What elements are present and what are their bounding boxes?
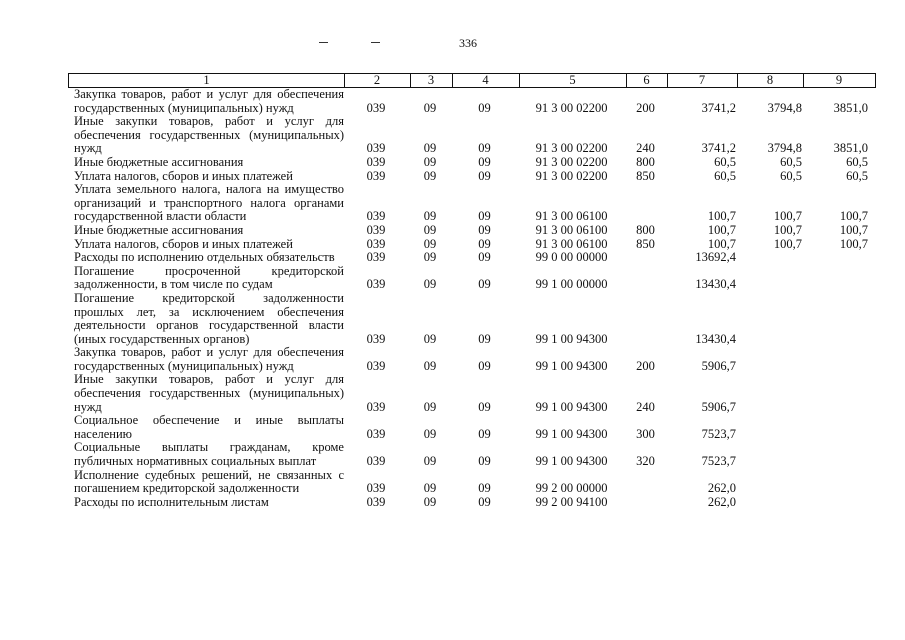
row-cell-c4: 09	[478, 236, 491, 251]
header-col-4: 4	[452, 74, 520, 87]
row-cell-c3: 09	[423, 494, 437, 509]
row-cell-c4: 09	[478, 209, 491, 224]
row-cell-c6: 300	[636, 426, 655, 441]
row-name: Погашение просроченной кредиторской задолженности, в том числе по судам	[74, 263, 344, 292]
row-cell-c3: 09	[423, 100, 437, 115]
row-cell-c5: 99 0 00 00000	[535, 250, 608, 265]
row-cell-c2: 039	[366, 399, 386, 414]
table-row	[68, 183, 876, 224]
row-cell-c4: 09	[478, 277, 491, 292]
row-cell-c2: 039	[366, 481, 386, 496]
table-row	[68, 88, 876, 115]
row-cell-c4: 09	[478, 141, 491, 156]
table-row	[68, 170, 876, 184]
page-number: 336	[459, 36, 477, 50]
row-cell-c4: 09	[478, 154, 491, 169]
row-cell-c6: 800	[636, 222, 655, 237]
row-name: Закупка товаров, работ и услуг для обеспечения государственных (муниципальных) нужд	[74, 87, 344, 115]
row-cell-c5: 91 3 00 06100	[535, 222, 608, 237]
row-name: Погашение кредиторской задолженности прошлых лет, за исключением обеспечения деятельности органов государственной власти (иных государственных органов)	[74, 290, 344, 346]
header-col-2: 2	[344, 74, 411, 87]
row-cell-c5: 91 3 00 06100	[535, 209, 608, 224]
row-cell-c8: 100,7	[773, 209, 802, 224]
row-cell-c7: 7523,7	[701, 426, 736, 441]
row-cell-c2: 039	[366, 141, 386, 156]
row-name: Уплата налогов, сборов и иных платежей	[74, 168, 293, 183]
row-cell-c6: 200	[636, 100, 655, 115]
row-cell-c7: 13430,4	[695, 331, 736, 346]
row-cell-c5: 99 1 00 94300	[535, 399, 608, 414]
row-cell-c6: 850	[636, 168, 655, 183]
row-cell-c7: 262,0	[707, 481, 736, 496]
row-cell-c4: 09	[478, 454, 491, 469]
row-cell-c4: 09	[478, 481, 491, 496]
row-cell-c8: 60,5	[780, 154, 802, 169]
row-cell-c3: 09	[423, 358, 437, 373]
header-col-5: 5	[519, 74, 627, 87]
row-cell-c9: 100,7	[839, 222, 868, 237]
row-cell-c5: 99 1 00 94300	[535, 454, 608, 469]
header-col-8: 8	[737, 74, 804, 87]
row-cell-c5: 91 3 00 02200	[535, 100, 608, 115]
row-cell-c2: 039	[366, 358, 386, 373]
table-row	[68, 115, 876, 156]
header-col-7: 7	[667, 74, 738, 87]
table-row	[68, 346, 876, 373]
header-col-9: 9	[835, 73, 843, 87]
row-cell-c4: 09	[478, 222, 491, 237]
row-cell-c5: 99 2 00 00000	[535, 481, 608, 496]
row-cell-c3: 09	[423, 168, 437, 183]
row-name: Иные закупки товаров, работ и услуг для обеспечения государственных (муниципальных) нужд	[74, 114, 344, 156]
row-cell-c7: 5906,7	[701, 358, 736, 373]
row-name: Иные бюджетные ассигнования	[74, 154, 244, 169]
row-name: Исполнение судебных решений, не связанных с погашением кредиторской задолженности	[74, 467, 344, 496]
row-cell-c7: 262,0	[707, 494, 736, 509]
row-cell-c5: 91 3 00 02200	[535, 154, 608, 169]
row-cell-c7: 100,7	[707, 236, 736, 251]
header-col-3: 3	[410, 74, 453, 87]
row-name: Социальное обеспечение и иные выплаты населению	[74, 413, 344, 441]
row-cell-c9: 3851,0	[833, 100, 868, 115]
row-cell-c7: 3741,2	[701, 100, 736, 115]
row-cell-c7: 5906,7	[701, 399, 736, 414]
table-row	[68, 373, 876, 414]
table-row	[68, 469, 876, 496]
row-cell-c6: 200	[636, 358, 655, 373]
row-cell-c3: 09	[423, 209, 437, 224]
table-body	[68, 88, 876, 509]
row-cell-c5: 99 1 00 94300	[535, 331, 608, 346]
row-cell-c3: 09	[423, 331, 437, 346]
row-cell-c2: 039	[366, 154, 386, 169]
row-name: Закупка товаров, работ и услуг для обеспечения государственных (муниципальных) нужд	[74, 345, 344, 373]
table-row	[68, 292, 876, 346]
row-name: Иные бюджетные ассигнования	[74, 222, 244, 237]
table-row	[68, 265, 876, 292]
row-cell-c7: 100,7	[707, 209, 736, 224]
row-cell-c2: 039	[366, 277, 386, 292]
scan-mark-dash	[371, 42, 380, 43]
header-col-1: 1	[69, 74, 345, 87]
row-cell-c9: 100,7	[839, 236, 868, 251]
row-name: Иные закупки товаров, работ и услуг для обеспечения государственных (муниципальных) нужд	[74, 372, 344, 414]
row-cell-c4: 09	[478, 494, 491, 509]
table-row	[68, 238, 876, 252]
table-row	[68, 414, 876, 441]
row-cell-c5: 91 3 00 02200	[535, 168, 608, 183]
header-col-6: 6	[626, 74, 668, 87]
row-cell-c4: 09	[478, 331, 491, 346]
row-cell-c5: 99 1 00 94300	[535, 358, 608, 373]
row-cell-c8: 3794,8	[767, 100, 802, 115]
row-cell-c3: 09	[423, 250, 437, 265]
row-cell-c3: 09	[423, 236, 437, 251]
row-cell-c6: 240	[636, 399, 655, 414]
row-name: Уплата налогов, сборов и иных платежей	[74, 236, 293, 251]
row-cell-c2: 039	[366, 331, 386, 346]
row-cell-c3: 09	[423, 426, 437, 441]
row-cell-c8: 100,7	[773, 222, 802, 237]
row-cell-c8: 3794,8	[767, 141, 802, 156]
row-cell-c6: 240	[636, 141, 655, 156]
row-cell-c3: 09	[423, 154, 437, 169]
row-cell-c2: 039	[366, 168, 386, 183]
row-cell-c3: 09	[423, 222, 437, 237]
row-cell-c9: 60,5	[846, 154, 868, 169]
row-cell-c4: 09	[478, 168, 491, 183]
table-row	[68, 224, 876, 238]
budget-table	[68, 73, 876, 509]
row-cell-c2: 039	[366, 236, 386, 251]
row-cell-c4: 09	[478, 100, 491, 115]
row-cell-c3: 09	[423, 481, 437, 496]
row-cell-c3: 09	[423, 399, 437, 414]
row-cell-c5: 99 1 00 00000	[535, 277, 608, 292]
row-cell-c2: 039	[366, 454, 386, 469]
row-cell-c2: 039	[366, 426, 386, 441]
table-row	[68, 496, 876, 510]
scan-mark-dash	[319, 42, 328, 43]
table-row	[68, 251, 876, 265]
table-header-row	[68, 73, 876, 88]
row-cell-c2: 039	[366, 494, 386, 509]
table-row	[68, 441, 876, 468]
row-cell-c4: 09	[478, 250, 491, 265]
row-cell-c3: 09	[423, 454, 437, 469]
row-cell-c5: 99 2 00 94100	[535, 494, 608, 509]
row-cell-c3: 09	[423, 277, 437, 292]
row-name: Социальные выплаты гражданам, кроме публичных нормативных социальных выплат	[74, 440, 344, 469]
row-cell-c8: 100,7	[773, 236, 802, 251]
row-cell-c4: 09	[478, 358, 491, 373]
row-cell-c6: 320	[636, 454, 655, 469]
row-cell-c7: 13430,4	[695, 277, 736, 292]
row-cell-c9: 60,5	[846, 168, 868, 183]
row-cell-c2: 039	[366, 222, 386, 237]
row-cell-c3: 09	[423, 141, 437, 156]
row-cell-c5: 91 3 00 06100	[535, 236, 608, 251]
row-cell-c7: 3741,2	[701, 141, 736, 156]
row-cell-c5: 99 1 00 94300	[535, 426, 608, 441]
row-cell-c2: 039	[366, 250, 386, 265]
row-cell-c7: 13692,4	[695, 250, 736, 265]
row-name: Уплата земельного налога, налога на имущество организаций и транспортного налога органами государственной власти области	[74, 182, 344, 224]
row-cell-c6: 850	[636, 236, 655, 251]
row-cell-c6: 800	[636, 154, 655, 169]
row-cell-c9: 100,7	[839, 209, 868, 224]
row-cell-c2: 039	[366, 209, 386, 224]
table-row	[68, 156, 876, 170]
row-cell-c2: 039	[366, 100, 386, 115]
row-cell-c4: 09	[478, 426, 491, 441]
row-cell-c8: 60,5	[780, 168, 802, 183]
row-cell-c7: 60,5	[714, 154, 736, 169]
row-name: Расходы по исполнительным листам	[74, 494, 269, 509]
row-cell-c5: 91 3 00 02200	[535, 141, 608, 156]
row-cell-c7: 7523,7	[701, 454, 736, 469]
row-cell-c7: 60,5	[714, 168, 736, 183]
row-name: Расходы по исполнению отдельных обязательств	[74, 250, 335, 265]
row-cell-c7: 100,7	[707, 222, 736, 237]
row-cell-c4: 09	[478, 399, 491, 414]
row-cell-c9: 3851,0	[833, 141, 868, 156]
